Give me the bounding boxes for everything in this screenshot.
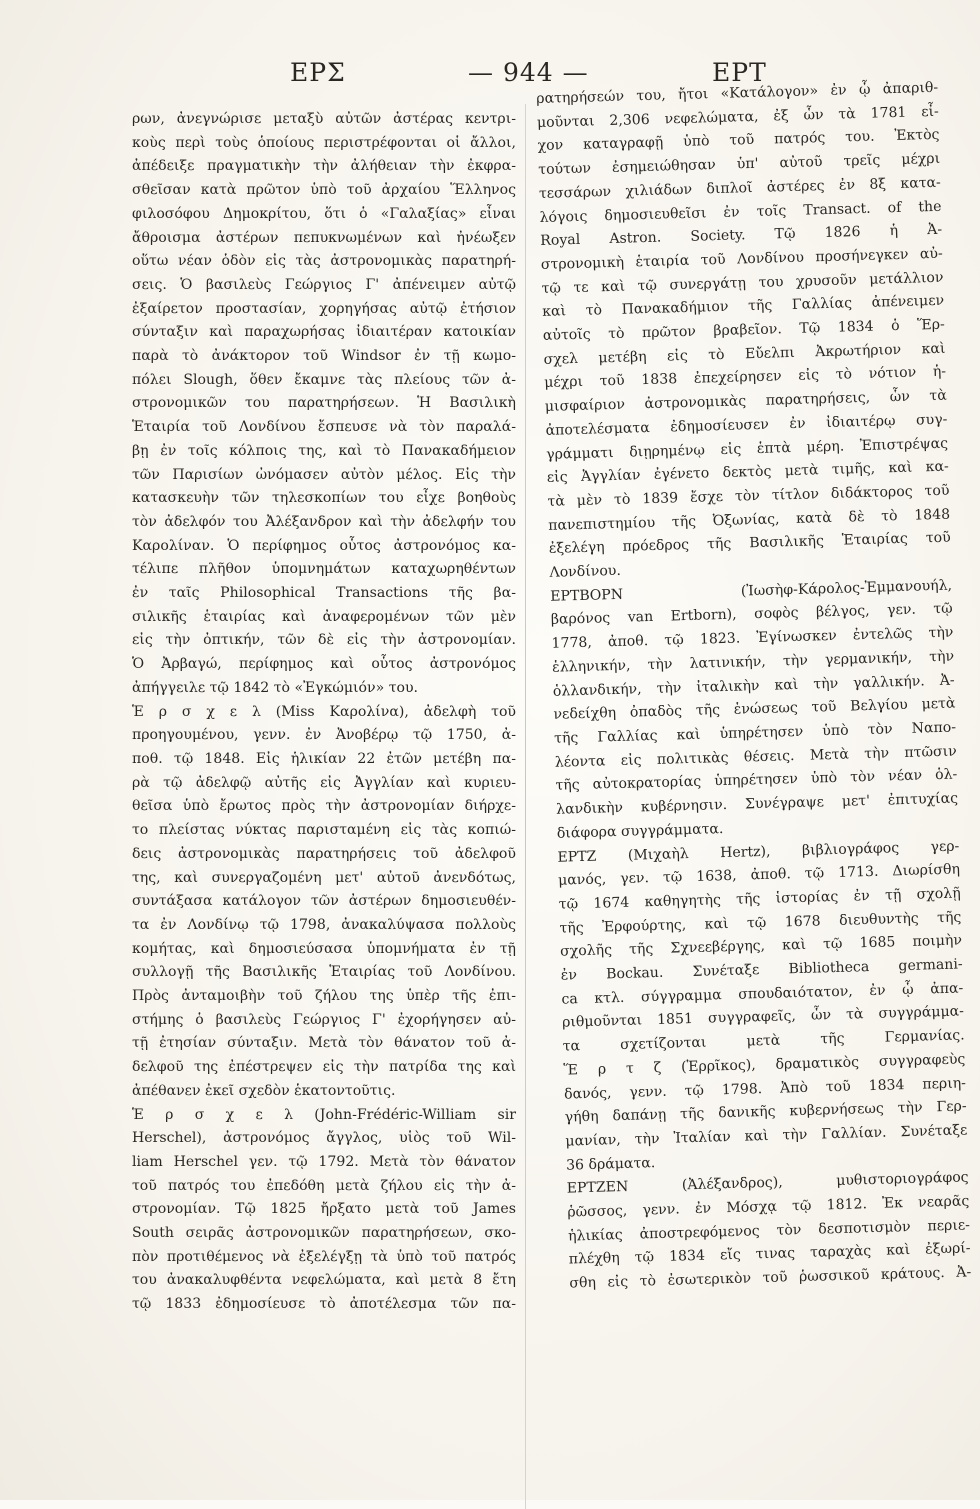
- text-line: σθη εἰς τὸ ἐσωτερικὸν τοῦ ῥωσσικοῦ κράτους. Ἀ-: [569, 1264, 972, 1292]
- text-line: ΕΡΤΖ (Μιχαὴλ Hertz), βιβλιογράφος γερ-: [557, 837, 960, 866]
- text-line: Ἕ ρ τ ζ (Ἑρρῖκος), δραματικὸς συγγραφεὺς: [563, 1051, 966, 1079]
- text-line: βῃ ἐν τοῖς κόλποις της, καὶ τὸ Πανακαδήμειον: [132, 442, 516, 459]
- text-line: εἰς Ἀγγλίαν ἐγένετο δεκτὸς μετὰ τιμῆς, καὶ κα-: [546, 458, 949, 487]
- text-line: συλλογῇ τῆς Βασιλικῆς Ἑταιρίας τοῦ Λονδίνου.: [132, 964, 516, 981]
- text-line: πὸν προτιθέμενος νὰ ἐξελέγξῃ τὰ ὑπὸ τοῦ πατρός: [132, 1248, 516, 1265]
- text-line: 1778, ἀποθ. τῷ 1823. Ἐγίνωσκεν ἐντελῶς τὴν: [551, 624, 954, 652]
- text-line: συντάξασα κατάλογον τῶν ἀστέρων δημοσιευθέν-: [132, 893, 516, 910]
- text-line: ἀπέδειξε πραγματικὴν τὴν ἀλήθειαν τὴν ἐκφρα-: [132, 158, 516, 175]
- right-text-column: [536, 77, 972, 1297]
- text-line: South σειρᾶς ἀστρονομικῶν παρατηρήσεων, σκο-: [132, 1225, 516, 1242]
- text-line: τῶν Παρισίων ὠνόμασεν αὐτὸν μέλος. Εἰς τὴν: [132, 466, 516, 483]
- text-line: ἀπήγγειλε τῷ 1842 τὸ «Ἐγκώμιόν» του.: [132, 679, 419, 696]
- text-line: μισφαίριον ἀστρονομικὰς παρατηρήσεις, ὧν τὰ: [544, 387, 947, 416]
- text-line: τούτων ἐσημειώθησαν ὑπ' αὐτοῦ τρεῖς μέχρι: [538, 150, 941, 179]
- text-line: μοῦνται 2,306 νεφελώματα, ἐξ ὧν τὰ 1781 εἶ-: [536, 103, 940, 131]
- text-line: τέλιπε πλῆθον ὑπομνημάτων καταχωρηθέντων: [132, 561, 516, 578]
- text-line: βαρόνος van Ertborn), σοφὸς βέλγος, γεν. τῷ: [550, 601, 953, 629]
- text-line: ἀπέθανεν ἐκεῖ σχεδὸν ἑκατοντοῦτις.: [132, 1082, 396, 1099]
- text-line: ποθ. τῷ 1848. Εἰς ἡλικίαν 22 ἐτῶν μετέβη πα-: [132, 750, 516, 767]
- text-line: τα ἐν Λονδίνῳ τῷ 1798, ἀνακαλύψασα πολλοὺς: [132, 916, 516, 933]
- text-line: στρονομικῶν του παρατηρήσεων. Ἡ Βασιλικὴ: [132, 395, 516, 412]
- text-line: Καρολίναν. Ὁ περίφημος οὗτος ἀστρονόμος κα-: [132, 537, 516, 554]
- text-line: Ἑ ρ σ χ ε λ (Miss Καρολίνα), ἀδελφὴ τοῦ: [132, 703, 516, 720]
- text-line: χον καταγραφῇ ὑπὸ τοῦ πατρός του. Ἐκτὸς: [537, 127, 940, 155]
- text-line: τῆς αὐτοκρατορίας ὑπηρέτησεν ὑπὸ τὸν νέαν ὁλ-: [555, 766, 958, 795]
- text-line: σθεῖσαν κατὰ πρῶτον ὑπὸ τοῦ ἀρχαίου Ἕλληνος: [132, 182, 516, 199]
- text-line: τεσσάρων χιλιάδων διπλοῖ ἀστέρες ἐν 8ξ κατα-: [538, 174, 942, 202]
- text-line: Royal Astron. Society. Τῷ 1826 ἡ Ἀ-: [540, 221, 943, 250]
- text-line: τοῦ πατρός του ἐπεδόθη μετὰ ζήλου εἰς τὴν ἀ-: [132, 1177, 516, 1194]
- header-right-term: ΕΡΤ: [712, 58, 767, 87]
- text-line: ἀποτελέσματα ἐδημοσίευσεν ἐν ἰδιαιτέρῳ συγ-: [545, 411, 948, 439]
- text-line: του ἀνακαλυφθέντα νεφελώματα, καὶ μετὰ 8 ἔτη: [132, 1272, 516, 1289]
- text-line: στρονομικὴ ἑταιρία τοῦ Λονδίνου προσήνεγκεν αὐ-: [540, 245, 944, 273]
- text-line: προηγουμένου, γενν. ἐν Ἀνοβέρῳ τῷ 1750, ἀ-: [132, 727, 516, 744]
- text-line: ἄθροισμα ἀστέρων πεπυκνωμένων καὶ ἠνέωξεν: [132, 229, 516, 246]
- text-line: σύνταξιν καὶ παραχωρήσας ἰδιαιτέραν κατοικίαν: [132, 324, 516, 341]
- text-line: Πρὸς ἀνταμοιβὴν τοῦ ζήλου της ὑπὲρ τῆς ἐπι-: [132, 988, 516, 1005]
- text-line: τῷ τε καὶ τῷ συνεργάτῃ του χρυσοῦν μετάλλιον: [541, 269, 944, 297]
- text-line: τῷ 1674 καθηγητὴς τῆς ἱστορίας ἐν τῇ σχολῇ: [558, 885, 961, 913]
- header-left-term: ΕΡΣ: [290, 58, 346, 87]
- text-line: ἐν ταῖς Philosophical Transactions τῆς βα-: [132, 585, 516, 602]
- text-line: Λονδίνου.: [549, 562, 622, 581]
- text-line: φιλοσόφου Δημοκρίτου, ὅτι ὁ «Γαλαξίας» εἶναι: [132, 205, 516, 222]
- text-line: ἐξαίρετον προστασίαν, χορηγήσας αὐτῷ ἐτήσιον: [132, 300, 516, 317]
- text-line: κομήτας, καὶ δημοσιεύσασα ὑπομνήματα ἐν τῇ: [132, 940, 516, 957]
- text-line: μανός, γεν. τῷ 1638, ἀποθ. τῷ 1713. Διωρίσθη: [557, 861, 961, 889]
- text-line: Ἑταιρία τοῦ Λονδίνου ἔσπευσε νὰ τὸν παραλά-: [132, 419, 516, 436]
- text-line: liam Herschel γεν. τῷ 1792. Μετὰ τὸν θάνατον: [132, 1153, 516, 1170]
- text-line: θεῖσα ὑπὸ ἔρωτος πρὸς τὴν ἀστρονομίαν διήρχε-: [132, 798, 516, 815]
- text-line: διάφορα συγγράμματα.: [556, 820, 724, 842]
- text-line: δελφοῦ της ἐπέστρεψεν εἰς τὴν πατρίδα της καὶ: [132, 1059, 516, 1076]
- text-line: κατασκευὴν τῶν τηλεσκοπίων του εἶχε βοηθοὺς: [132, 490, 516, 507]
- text-line: λόγοις δημοσιευθεῖσι ἐν τοῖς Transact. of the: [539, 198, 942, 226]
- text-line: ριθμοῦνται 1851 συγγραφεῖς, ὧν τὰ συγγράμμα-: [561, 1003, 965, 1032]
- text-line: ca κτλ. σύγγραμμα σπουδαιότατον, ἐν ᾧ ἀπα-: [561, 980, 964, 1008]
- text-line: πανεπιστημίου τῆς Ὀξωνίας, κατὰ δὲ τὸ 1848: [547, 506, 951, 534]
- text-line: καὶ τὸ Πανακαδήμιον τῆς Γαλλίας ἀπένειμεν: [542, 293, 945, 321]
- text-line: ἡλικίας ἀποστρεφόμενος τὸν δεσποτισμὸν περιε-: [567, 1217, 971, 1245]
- text-line: στρονομίαν. Τῷ 1825 ἤρξατο μετὰ τοῦ James: [132, 1201, 516, 1218]
- left-text-column: [132, 108, 516, 1317]
- text-line: ἐν Bockau. Συνέταξε Bibliotheca germani-: [560, 956, 963, 984]
- text-line: ΕΡΤΒΟΡΝ (Ἰωσὴφ-Κάρολος-Ἐμμανουήλ,: [549, 577, 953, 605]
- text-line: το πλείστας νύκτας παρισταμένη εἰς τὰς κοπιώ-: [132, 822, 516, 839]
- text-line: Ἑ ρ σ χ ε λ (John-Frédéric-William sir: [132, 1106, 516, 1123]
- text-line: ὁλλανδικήν, τὴν ἰταλικὴν καὶ τὴν γαλλικήν. Ἀ-: [552, 672, 955, 700]
- text-line: ἐξελέγη πρόεδρος τῆς Βασιλικῆς Ἑταιρίας τοῦ: [548, 529, 951, 558]
- text-line: κοὺς περὶ τοὺς ὁποίους περιστρέφονται οἱ ἄλλοι,: [132, 134, 516, 151]
- text-line: 36 δράματα.: [565, 1154, 656, 1174]
- text-line: λανδικὴν κυβέρνησιν. Συνέγραψε μετ' ἐπιτυχίας: [555, 790, 959, 818]
- text-line: πλέχθη τῷ 1834 εἴς τινας ταραχὰς καὶ ἐξωρί-: [568, 1240, 971, 1268]
- text-line: νεδείχθη ὀπαδὸς τῆς ἑνώσεως τοῦ Βελγίου μετὰ: [553, 695, 956, 724]
- text-line: Herschel), ἀστρονόμος ἄγγλος, υἱὸς τοῦ Wil-: [132, 1130, 516, 1147]
- page-number: — 944 —: [468, 58, 589, 87]
- text-line: σεις. Ὁ βασιλεὺς Γεώργιος Γ' ἀπένειμεν αὐτῷ: [132, 276, 516, 293]
- text-line: τῇ ἐτησίαν σύνταξιν. Μετὰ τὸν θάνατον τοῦ ἀ-: [132, 1035, 516, 1052]
- text-line: τῷ 1833 ἐδημοσίευσε τὸ ἀποτέλεσμα τῶν πα-: [132, 1296, 516, 1313]
- text-line: δανός, γενν. τῷ 1798. Ἀπὸ τοῦ 1834 περιη-: [563, 1074, 967, 1103]
- column-divider: [525, 104, 526, 1509]
- text-line: εἰς τὴν ὀπτικήν, τῶν δὲ εἰς τὴν ἀστρονομίαν.: [132, 632, 516, 649]
- text-line: μανίαν, τὴν Ἰταλίαν καὶ τὴν Γαλλίαν. Συνέταξε: [565, 1122, 968, 1150]
- text-line: στήμης ὁ βασιλεὺς Γεώργιος Γ' ἐχορήγησεν αὐ-: [132, 1011, 516, 1028]
- text-line: πόλει Slough, ὅθεν ἔκαμνε τὰς πλείους τῶν ἀ-: [132, 371, 516, 388]
- text-line: ρὰ τῷ ἀδελφῷ αὐτῆς εἰς Ἀγγλίαν καὶ κυριευ-: [132, 774, 516, 791]
- text-line: σχολῆς τῆς Σχνεεβέργης, καὶ τῷ 1685 ποιμὴν: [559, 932, 963, 960]
- text-line: σχελ μετέβη εἰς τὸ Εὔελπι Ἀκρωτήριον καὶ: [543, 340, 946, 368]
- text-line: δεις ἀστρονομικὰς παρατηρήσεις τοῦ ἀδελφοῦ: [132, 845, 516, 862]
- text-line: τὰ μὲν τὸ 1839 ἔσχε τὸν τίτλον διδάκτορος τοῦ: [547, 482, 950, 510]
- text-line: τῆς Ἐρφούρτης, καὶ τῷ 1678 διευθυντὴς τῆς: [559, 909, 962, 937]
- text-line: της, καὶ συνεργαζομένη μετ' αὐτοῦ ἀνενδότως,: [132, 869, 516, 886]
- text-line: ῥῶσσος, γενν. ἐν Μόσχᾳ τῷ 1812. Ἐκ νεαρᾶς: [567, 1193, 970, 1221]
- text-line: τῆς Γαλλίας καὶ ὑπηρέτησεν ὑπὸ τὸν Ναπο-: [553, 719, 957, 747]
- text-line: ρατηρήσεών του, ἤτοι «Κατάλογον» ἐν ᾧ ἀπαριθ-: [536, 79, 939, 107]
- text-line: σιλικῆς ἑταιρίας καὶ ἀναφερομένων τῶν μὲν: [132, 608, 516, 625]
- text-line: ΕΡΤΖΕΝ (Ἀλέξανδρος), μυθιστοριογράφος: [566, 1169, 969, 1197]
- text-line: λέοντα εἰς πολιτικὰς θέσεις. Μετὰ τὴν πτῶσιν: [554, 743, 957, 771]
- text-line: τὸν ἀδελφόν του Ἀλέξανδρον καὶ τὴν ἀδελφήν του: [132, 513, 516, 530]
- text-line: ἑλληνικήν, τὴν λατινικήν, τὴν γερμανικήν, τὴν: [551, 648, 955, 676]
- text-line: γήθη δαπάνῃ τῆς δανικῆς κυβερνήσεως τὴν Γερ-: [564, 1098, 967, 1126]
- text-line: μέχρι τοῦ 1838 ἐπεχείρησεν εἰς τὸ νότιον ἡ-: [544, 364, 947, 392]
- text-line: αὐτοῖς τὸ πρῶτον βραβεῖον. Τῷ 1834 ὁ Ἕρ-: [542, 316, 945, 344]
- text-line: οὕτω νέαν ὁδὸν εἰς τὰς ἀστρονομικὰς παρατηρή-: [132, 253, 516, 270]
- text-line: παρὰ τὸ ἀνάκτορον τοῦ Windsor ἐν τῇ κωμο-: [132, 348, 516, 365]
- text-line: γράμματι διῃρημένῳ εἰς ἑπτὰ μέρη. Ἐπιστρέψας: [546, 435, 949, 463]
- text-line: ρων, ἀνεγνώρισε μεταξὺ αὐτῶν ἀστέρας κεντρι-: [132, 111, 516, 127]
- text-line: τα σχετίζονται μετὰ τῆς Γερμανίας.: [562, 1027, 965, 1055]
- text-line: Ὁ Ἀρβαγώ, περίφημος καὶ οὗτος ἀστρονόμος: [132, 656, 516, 673]
